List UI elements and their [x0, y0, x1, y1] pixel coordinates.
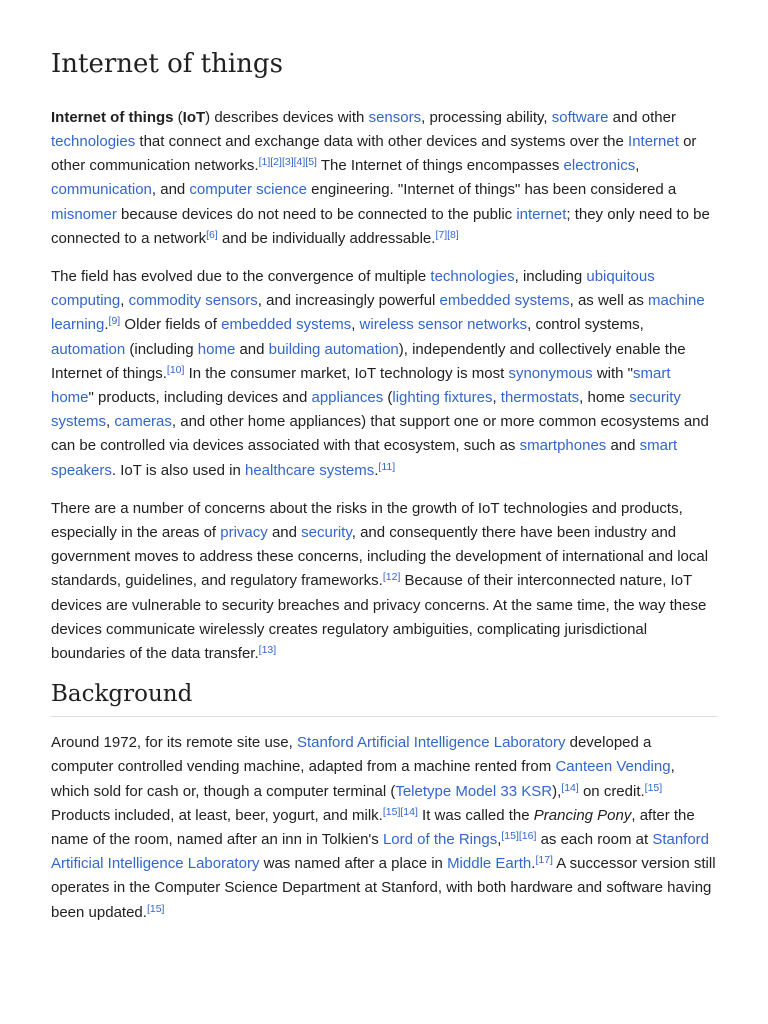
- text-run: with ": [592, 364, 634, 382]
- text-run: that connect and exchange data with other devices and systems over the: [135, 133, 629, 150]
- citation: [206, 229, 218, 241]
- text-run: on credit.: [578, 782, 645, 800]
- text-run: , which sold for cash or, though a computer terminal (: [51, 758, 675, 800]
- text-run: because devices do not need to be connected to the public: [116, 205, 517, 223]
- citation: [383, 806, 418, 818]
- link-building-automation[interactable]: building automation: [268, 340, 399, 358]
- text-run: , after the name of the room, named after an inn in Tolkien's: [51, 806, 695, 848]
- citation-link[interactable]: [9]: [108, 315, 121, 328]
- text-run: In the consumer market, IoT technology is most: [184, 364, 509, 382]
- link-smart-speakers[interactable]: smart speakers: [51, 437, 678, 479]
- text-run: There are a number of concerns about the risks in the growth of IoT technologies and products, especially in the areas of: [51, 499, 683, 542]
- link-software[interactable]: software: [551, 108, 609, 126]
- bold-term: Internet of things: [51, 108, 174, 126]
- link-commodity-sensors[interactable]: commodity sensors: [128, 292, 258, 310]
- link-security-systems[interactable]: security systems: [51, 389, 681, 431]
- citation: [501, 830, 536, 842]
- text-run: ,: [635, 157, 640, 175]
- text-run: The Internet of things encompasses: [316, 157, 564, 175]
- link-ubiquitous-computing[interactable]: ubiquitous computing: [51, 268, 655, 310]
- text-run: and be individually addressable.: [217, 229, 436, 247]
- text-run: , and: [151, 181, 190, 199]
- link-communication[interactable]: communication: [51, 181, 152, 199]
- text-run: Older fields of: [120, 316, 222, 334]
- link-computer-science[interactable]: computer science: [189, 181, 307, 199]
- citation: [435, 229, 458, 241]
- link-security[interactable]: security: [301, 524, 352, 542]
- link-machine-learning[interactable]: machine learning: [51, 292, 705, 334]
- citation: [109, 315, 121, 327]
- text-run: or other communication networks.: [51, 133, 697, 175]
- text-run: .: [374, 461, 379, 479]
- link-stanford-artificial-intelligence-laboratory[interactable]: Stanford Artificial Intelligence Laboratory: [296, 734, 566, 752]
- link-middle-earth[interactable]: Middle Earth: [447, 855, 532, 873]
- text-run: , and other home appliances) that support one or more common ecosystems and can be controlled via devices associated with that ecosystem, such as: [51, 413, 709, 455]
- text-run: (: [173, 108, 183, 126]
- link-home[interactable]: home: [197, 340, 236, 358]
- paragraph: [51, 265, 717, 483]
- text-run: ), independently and collectively enable the Internet of things.: [51, 340, 686, 382]
- link-canteen-vending[interactable]: Canteen Vending: [555, 758, 671, 776]
- text-run: .: [531, 855, 536, 873]
- link-technologies[interactable]: technologies: [430, 268, 515, 286]
- link-smartphones[interactable]: smartphones: [519, 437, 607, 455]
- citation-link[interactable]: [10]: [166, 363, 185, 376]
- text-run: , including: [514, 268, 587, 286]
- text-run: ; they only need to be connected to a network: [51, 205, 710, 247]
- link-appliances[interactable]: appliances: [311, 389, 384, 407]
- link-misnomer[interactable]: misnomer: [51, 205, 117, 223]
- citation: [645, 782, 663, 794]
- citation: [535, 854, 553, 866]
- text-run: " products, including devices and: [88, 389, 312, 407]
- paragraph: [51, 731, 717, 925]
- text-run: and other: [608, 108, 676, 126]
- text-run: A successor version still operates in the Computer Science Department at Stanford, with both hardware and software having been updated.: [51, 855, 716, 921]
- citation: [259, 644, 277, 656]
- link-embedded-systems[interactable]: embedded systems: [221, 316, 352, 334]
- text-run: It was called the: [417, 806, 534, 824]
- text-run: , control systems,: [527, 316, 644, 334]
- citation-link[interactable]: [15][14]: [382, 805, 418, 818]
- link-lord-of-the-rings[interactable]: Lord of the Rings: [382, 830, 498, 848]
- link-teletype-model-33-ksr[interactable]: Teletype Model 33 KSR: [395, 782, 553, 800]
- text-run: The field has evolved due to the convergence of multiple: [51, 268, 431, 286]
- citation: [383, 571, 401, 583]
- citation-link[interactable]: [14]: [561, 781, 579, 794]
- link-embedded-systems[interactable]: embedded systems: [439, 292, 570, 310]
- link-internet[interactable]: Internet: [628, 133, 679, 150]
- paragraph: [51, 497, 717, 666]
- link-wireless-sensor-networks[interactable]: wireless sensor networks: [359, 316, 528, 334]
- section-background: [51, 731, 717, 925]
- citation-link[interactable]: [13]: [258, 644, 277, 657]
- link-sensors[interactable]: sensors: [368, 108, 422, 126]
- text-run: ),: [552, 782, 562, 800]
- link-thermostats[interactable]: thermostats: [500, 389, 580, 407]
- paragraph: [51, 106, 717, 251]
- text-run: Because of their interconnected nature, IoT devices are vulnerable to security breaches and privacy concerns. At the same time, the way these devices communicate wirelessly creates regulatory ambiguities, complicating jurisdictional boundaries of the data transfer.: [51, 572, 707, 663]
- citation-link[interactable]: [17]: [535, 854, 553, 867]
- link-smart-home[interactable]: smart home: [51, 364, 671, 407]
- link-technologies[interactable]: technologies: [51, 133, 136, 150]
- text-run: , and consequently there have been industry and government moves to address these concerns, including the development of international and local standards, guidelines, and regulatory frameworks.: [51, 524, 709, 590]
- citation-link[interactable]: [15][16]: [501, 829, 537, 842]
- citation: [259, 156, 317, 168]
- text-run: and: [235, 340, 269, 358]
- text-run: Products included, at least, beer, yogurt, and milk.: [51, 806, 383, 824]
- italic-term: Prancing Pony: [533, 806, 632, 824]
- citation-link[interactable]: [12]: [382, 571, 401, 584]
- link-internet[interactable]: internet: [516, 205, 567, 223]
- link-electronics[interactable]: electronics: [563, 157, 636, 175]
- section-heading-background: Background: [51, 680, 717, 717]
- text-run: , as well as: [569, 292, 648, 310]
- link-healthcare-systems[interactable]: healthcare systems: [245, 461, 375, 479]
- text-run: Around 1972, for its remote site use,: [51, 734, 297, 752]
- citation-link[interactable]: [15]: [146, 902, 165, 915]
- text-run: , processing ability,: [421, 108, 552, 126]
- link-cameras[interactable]: cameras: [114, 413, 172, 431]
- text-run: . IoT is also used in: [111, 461, 245, 479]
- citation-link[interactable]: [15]: [644, 781, 663, 794]
- citation: [561, 782, 579, 794]
- article-intro: [51, 106, 717, 666]
- text-run: ) describes devices with: [205, 108, 369, 126]
- link-lighting-fixtures[interactable]: lighting fixtures: [392, 389, 493, 407]
- text-run: was named after a place in: [259, 855, 448, 873]
- citation: [378, 461, 395, 473]
- text-run: engineering. "Internet of things" has been considered a: [306, 181, 677, 199]
- citation-link[interactable]: [7][8]: [435, 228, 459, 241]
- link-privacy[interactable]: privacy: [220, 524, 268, 542]
- citation-link[interactable]: [11]: [378, 460, 396, 473]
- citation: [167, 364, 185, 376]
- text-run: as each room at: [536, 830, 653, 848]
- bold-term: IoT: [182, 108, 206, 126]
- text-run: ,: [497, 830, 502, 848]
- page-title: Internet of things: [51, 49, 283, 79]
- text-run: developed a computer controlled vending machine, adapted from a machine rented from: [51, 734, 652, 776]
- link-stanford-artificial-intelligence-laboratory[interactable]: Stanford Artificial Intelligence Laboratory: [51, 830, 710, 873]
- text-run: (including: [125, 340, 198, 358]
- text-run: and: [267, 524, 302, 542]
- text-run: (: [383, 389, 393, 407]
- text-run: and: [606, 437, 640, 455]
- text-run: ,: [120, 292, 129, 310]
- citation: [147, 903, 165, 915]
- text-run: , and increasingly powerful: [257, 292, 440, 310]
- citation-link[interactable]: [6]: [206, 228, 218, 241]
- link-synonymous[interactable]: synonymous: [508, 364, 593, 382]
- text-run: .: [104, 316, 109, 334]
- citation-link[interactable]: [1][2][3][4][5]: [258, 156, 317, 169]
- text-run: ,: [106, 413, 115, 431]
- link-automation[interactable]: automation: [51, 340, 126, 358]
- text-run: ,: [351, 316, 360, 334]
- text-run: , home: [579, 389, 630, 407]
- text-run: ,: [492, 389, 501, 407]
